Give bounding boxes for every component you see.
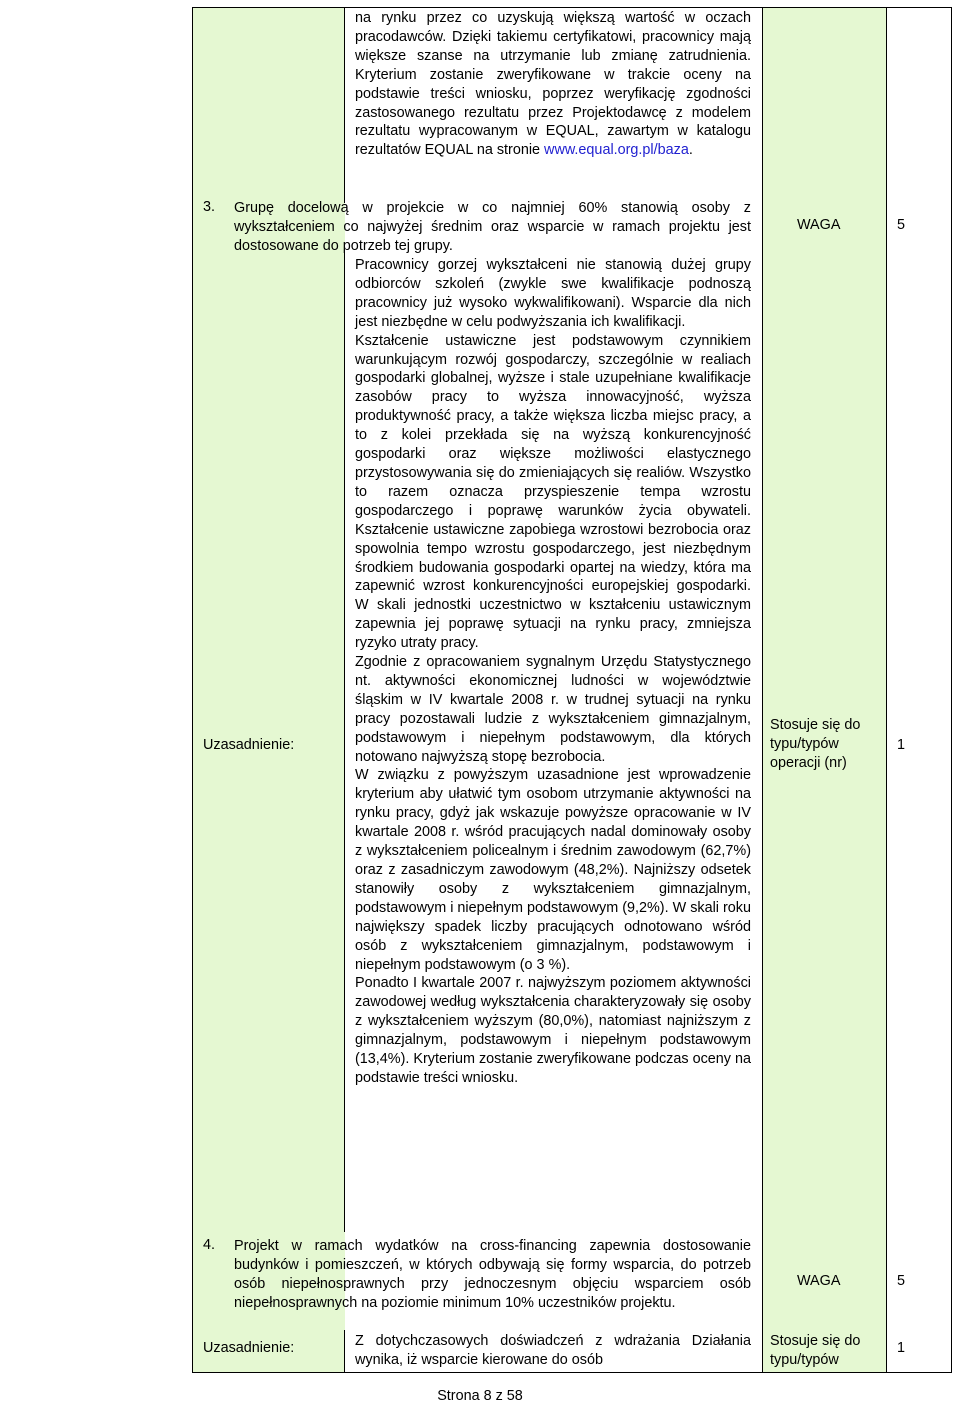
table-border-outer	[951, 7, 952, 1373]
justification-4-applies-to: Stosuje się do typu/typów	[770, 1333, 861, 1368]
justification-3-label: Uzasadnienie:	[203, 737, 295, 753]
criterion-4-weight-label: WAGA	[797, 1273, 841, 1289]
continuation-text: na rynku przez co uzyskują większą wartość w oczach pracodawców. Dzięki takiemu certyfikatowi, pracownicy mają większe szanse na utrzymanie lub zmianę zatrudnienia. Kryterium zostanie zweryfikowane w trakcie oceny na podstawie treści wniosku, poprzez weryfikację zgodności zastosowanego rezultatu przez Projektodawcę z modelem rezultatu wypracowanym w EQUAL, zawartym w katalogu rezultatów EQUAL na stronie	[355, 10, 751, 159]
table-border-left-inner	[344, 7, 345, 203]
justification-3-applies-to: Stosuje się do typu/typów operacji (nr)	[770, 717, 861, 771]
justification-4-applies-value: 1	[897, 1340, 906, 1356]
table-border-top	[192, 7, 951, 8]
criterion-3-weight-value: 5	[897, 217, 906, 233]
link-trailing-dot: .	[688, 142, 693, 159]
criterion-4-weight-value: 5	[897, 1273, 906, 1289]
justification-3-body	[355, 256, 751, 1088]
table-border-left-inner-2	[344, 247, 345, 1232]
justification-3-paragraph: Pracownicy gorzej wykształceni nie stanowią dużej grupy odbiorców szkoleń (zwykle swe kwalifikacje podnoszą pracownicy już wysoko wykwalifikowani). Wsparcie dla nich jest niezbędne w celu podwyższania ich kwalifikacji.	[355, 257, 751, 330]
justification-4-label: Uzasadnienie:	[203, 1340, 295, 1356]
table-border-left-inner-3	[344, 1330, 345, 1373]
justification-4-text: Z dotychczasowych doświadczeń z wdrażania Działania wynika, iż wsparcie kierowane do osób	[355, 1333, 751, 1368]
justification-3-paragraph: Kształcenie ustawiczne jest podstawowym czynnikiem warunkującym rozwój gospodarczy, szczególnie w realiach gospodarki globalnej, wyższe i stale uzupełniane kwalifikacje zasobów pracy to wyższa innowacyjność, wyższa produktywność pracy, a także większa liczba miejsc pracy, a to z kolei przekłada się na wyższą konkurencyjność gospodarki oraz większe możliwości elastycznego przystosowywania się do zmieniających się realiów. Wszystko to razem oznacza przyspieszenie tempa wzrostu gospodarczego i poprawę warunków życia obywateli. Kształcenie ustawiczne zapobiega wzrostowi bezrobocia oraz spowolnia tempo wzrostu gospodarczego, jest niezbędnym środkiem budowania gospodarki opartej na wiedzy, która ma zapewnić wzrost konkurencyjności europejskiej gospodarki. W skali jednostki uczestnictwo w kształceniu ustawicznym zapewnia jej poprawę sytuacji na rynku pracy, zmniejsza ryzyko utraty pracy.	[355, 332, 751, 652]
criterion-4-number: 4.	[203, 1237, 216, 1253]
criterion-3-text: Grupę docelową w projekcie w co najmniej 60% stanowią osoby z wykształceniem co najwyżej średnim oraz wsparcie w ramach projektu jest dostosowane do potrzeb tej grupy.	[234, 200, 751, 254]
table-border-mid	[762, 7, 763, 1373]
equal-database-link[interactable]: www.equal.org.pl/baza	[544, 142, 689, 159]
table-border-bottom	[192, 1372, 951, 1373]
justification-3-paragraph: Ponadto I kwartale 2007 r. najwyższym poziomem aktywności zawodowej według wykształcenia charakteryzowały się osoby z wykształceniem wyższym (80,0%), natomiast najniższym z gimnazjalnym, podstawowym i niepełnym podstawowym (13,4%). Kryterium zostanie zweryfikowane podczas oceny na podstawie treści wniosku.	[355, 975, 751, 1086]
justification-3-paragraph: W związku z powyższym uzasadnione jest wprowadzenie kryterium aby ułatwić tym osobom utrzymanie aktywności na rynku pracy, gdyż jak wskazuje powyższe opracowanie w IV kwartale 2008 r. wśród pracujących nadal dominowały osoby z wykształceniem policealnym i średnim zawodowym (62,7%) oraz z zasadniczym zawodowym (48,2%). Najniższy odsetek stanowiły osoby z wykształceniem gimnazjalnym, podstawowym i niepełnym podstawowym (9,2%). W skali roku największy spadek liczby pracujących odnotowano wśród osób z wykształceniem gimnazjalnym, podstawowym i niepełnym podstawowym (o 3 %).	[355, 767, 751, 973]
right-criteria-cell	[762, 8, 887, 1373]
continuation-paragraph	[355, 9, 751, 160]
criterion-4-text: Projekt w ramach wydatków na cross-financing zapewnia dostosowanie budynków i pomieszczeń, w których odbywają się formy wsparcia, do potrzeb osób niepełnosprawnych przy jednoczesnym objęciu wsparciem osób niepełnosprawnych na poziomie minimum 10% uczestników projektu.	[234, 1238, 751, 1311]
criterion-3-number: 3.	[203, 199, 216, 215]
justification-3-paragraph: Zgodnie z opracowaniem sygnalnym Urzędu Statystycznego nt. aktywności ekonomicznej ludności w województwie śląskim w IV kwartale 2008 r. w trudnej sytuacji na rynku pracy pozostawali ludzie z wykształceniem gimnazjalnym, podstawowym i niepełnym podstawowym, dla których notowano najwyższą stopę bezrobocia.	[355, 654, 751, 765]
page-number: Strona 8 z 58	[437, 1388, 523, 1404]
criterion-3-weight-label: WAGA	[797, 217, 841, 233]
table-border-right	[886, 7, 887, 1373]
table-border-left	[192, 7, 193, 1373]
justification-3-applies-value: 1	[897, 737, 906, 753]
